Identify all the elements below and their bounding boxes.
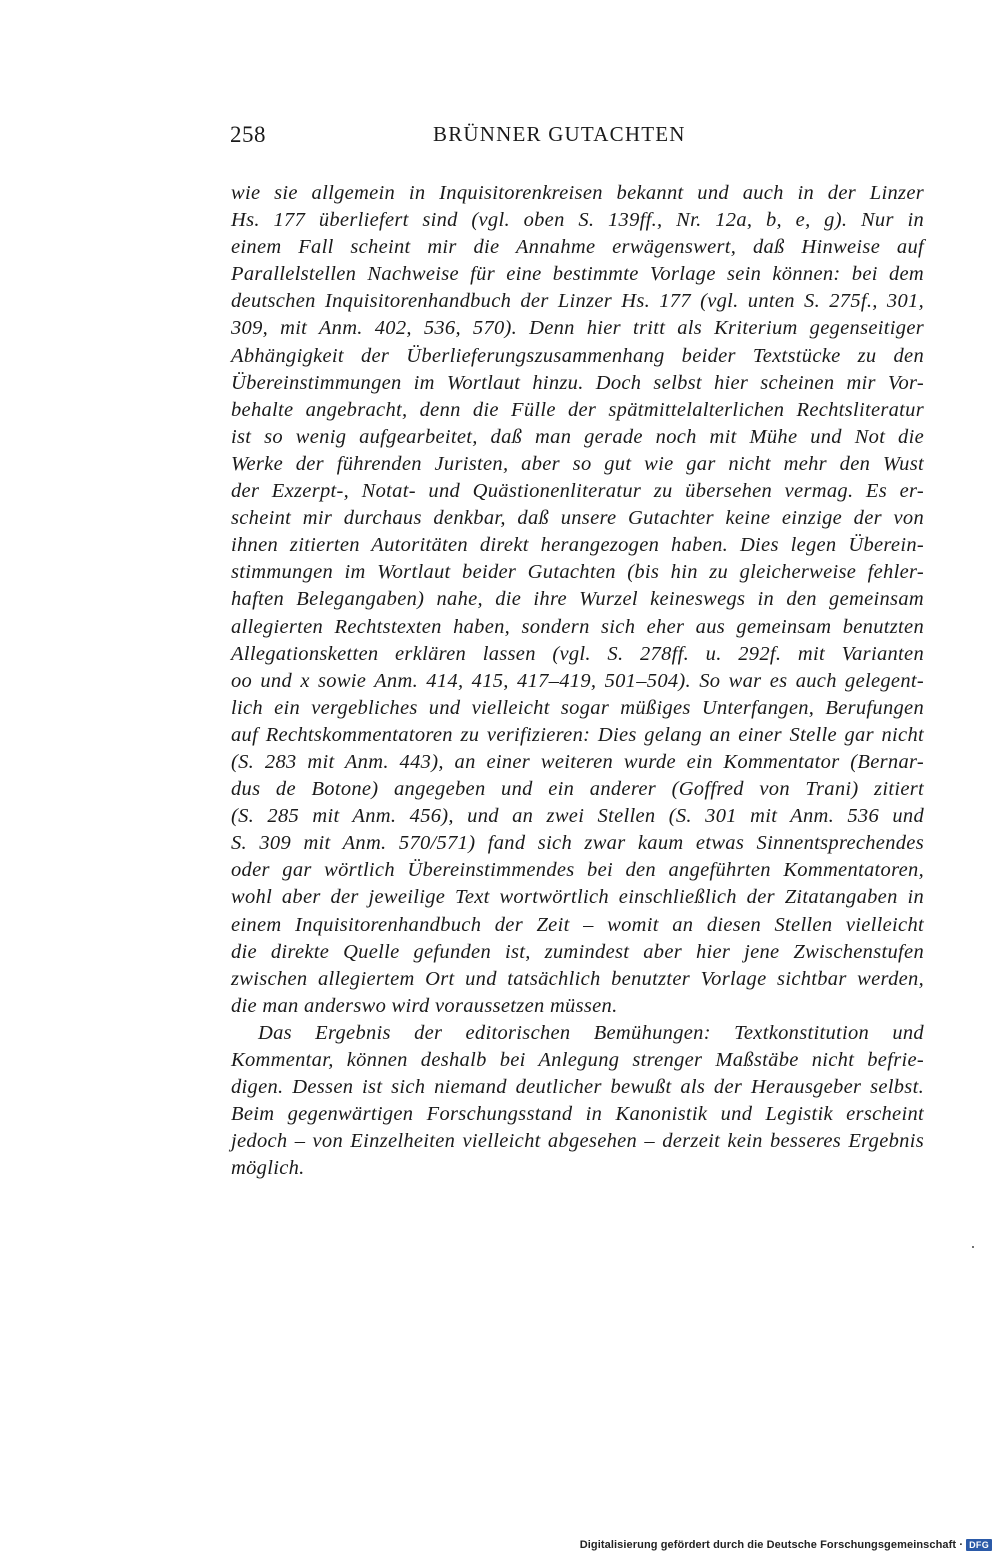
text-line: Beim gegenwärtigen Forschungsstand in Kanonistik und Legistik erscheint bbox=[231, 1103, 924, 1126]
text-line: Kommentar, können deshalb bei Anlegung strenger Maßstäbe nicht befrie- bbox=[231, 1049, 924, 1071]
text-line: S. 309 mit Anm. 570/571) fand sich zwar kaum etwas Sinnentsprechendes bbox=[231, 832, 924, 855]
text-line: dus de Botone) angegeben und ein anderer (Goffred von Trani) zitiert bbox=[231, 778, 924, 801]
text-line: auf Rechtskommentatoren zu verifizieren: Dies gelang an einer Stelle gar nicht bbox=[231, 723, 924, 746]
text-line: jedoch – von Einzelheiten vielleicht abgesehen – derzeit kein besseres Ergebnis bbox=[231, 1130, 924, 1153]
body-text bbox=[231, 180, 924, 1182]
page-number: 258 bbox=[230, 122, 266, 147]
text-line: scheint mir durchaus denkbar, daß unsere Gutachter keine einzige der von bbox=[231, 507, 924, 530]
text-line: Abhängigkeit der Überlieferungszusammenhang beider Textstücke zu den bbox=[231, 344, 924, 367]
text-line: 309, mit Anm. 402, 536, 570). Denn hier tritt als Kriterium gegenseitiger bbox=[231, 317, 924, 340]
text-line: haften Belegangaben) nahe, die ihre Wurzel keineswegs in den gemeinsam bbox=[231, 588, 924, 611]
text-line: allegierten Rechtstexten haben, sondern sich eher aus gemeinsam benutzten bbox=[231, 615, 924, 638]
text-line: digen. Dessen ist sich niemand deutlicher bewußt als der Herausgeber selbst. bbox=[231, 1076, 924, 1099]
text-line: Allegationsketten erklären lassen (vgl. S. 278ff. u. 292f. mit Varianten bbox=[231, 642, 924, 665]
text-line: lich ein vergebliches und vielleicht sogar müßiges Unterfangen, Berufungen bbox=[231, 696, 924, 719]
paragraph-1 bbox=[231, 180, 924, 1020]
text-line: möglich. bbox=[231, 1157, 305, 1180]
text-line: stimmungen im Wortlaut beider Gutachten (bis hin zu gleicherweise fehler- bbox=[231, 561, 924, 584]
text-line: Parallelstellen Nachweise für eine bestimmte Vorlage sein können: bei dem bbox=[231, 263, 924, 286]
paragraph-2 bbox=[231, 1020, 924, 1183]
text-line: der Exzerpt-, Notat- und Quästionenliteratur zu übersehen vermag. Es er- bbox=[231, 480, 924, 503]
text-line: deutschen Inquisitorenhandbuch der Linzer Hs. 177 (vgl. unten S. 275f., 301, bbox=[231, 290, 924, 313]
text-line: oder gar wörtlich Übereinstimmendes bei den angeführten Kommentatoren, bbox=[231, 859, 924, 882]
text-line: Werke der führenden Juristen, aber so gut wie gar nicht mehr den Wust bbox=[231, 452, 924, 475]
text-line: Das Ergebnis der editorischen Bemühungen: Textkonstitution und bbox=[258, 1021, 924, 1044]
text-line: einem Inquisitorenhandbuch der Zeit – womit an diesen Stellen vielleicht bbox=[231, 913, 924, 936]
text-line: ist so wenig aufgearbeitet, daß man gerade noch mit Mühe und Not die bbox=[231, 425, 924, 448]
text-line: (S. 285 mit Anm. 456), und an zwei Stellen (S. 301 mit Anm. 536 und bbox=[231, 805, 924, 828]
scan-speck bbox=[972, 1246, 974, 1248]
digitization-credit bbox=[580, 1538, 992, 1552]
text-line: die direkte Quelle gefunden ist, zumindest aber hier jene Zwischenstufen bbox=[231, 940, 924, 963]
text-line: zwischen allegiertem Ort und tatsächlich benutzter Vorlage sichtbar werden, bbox=[231, 967, 924, 990]
text-line: wie sie allgemein in Inquisitorenkreisen bekannt und auch in der Linzer bbox=[231, 182, 924, 204]
text-line: (S. 283 mit Anm. 443), an einer weiteren wurde ein Kommentator (Bernar- bbox=[231, 750, 924, 773]
dfg-logo: DFG bbox=[966, 1539, 992, 1551]
page-header bbox=[230, 122, 924, 158]
text-line: ihnen zitierten Autoritäten direkt herangezogen haben. Dies legen Überein- bbox=[231, 534, 924, 557]
running-title: BRÜNNER GUTACHTEN bbox=[433, 122, 686, 146]
text-line: Hs. 177 überliefert sind (vgl. oben S. 139ff., Nr. 12a, b, e, g). Nur in bbox=[231, 209, 924, 232]
text-line: behalte angebracht, denn die Fülle der spätmittelalterlichen Rechtsliteratur bbox=[231, 398, 924, 421]
text-line: einem Fall scheint mir die Annahme erwägenswert, daß Hinweise auf bbox=[231, 236, 924, 259]
credit-text: Digitalisierung gefördert durch die Deutsche Forschungsgemeinschaft · bbox=[579, 1539, 964, 1551]
text-line: Übereinstimmungen im Wortlaut hinzu. Doch selbst hier scheinen mir Vor- bbox=[231, 371, 924, 394]
text-line: die man anderswo wird voraussetzen müssen. bbox=[231, 994, 618, 1017]
text-line: wohl aber der jeweilige Text wortwörtlich einschließlich der Zitatangaben in bbox=[231, 886, 924, 909]
text-line: oo und x sowie Anm. 414, 415, 417–419, 501–504). So war es auch gelegent- bbox=[231, 669, 924, 692]
